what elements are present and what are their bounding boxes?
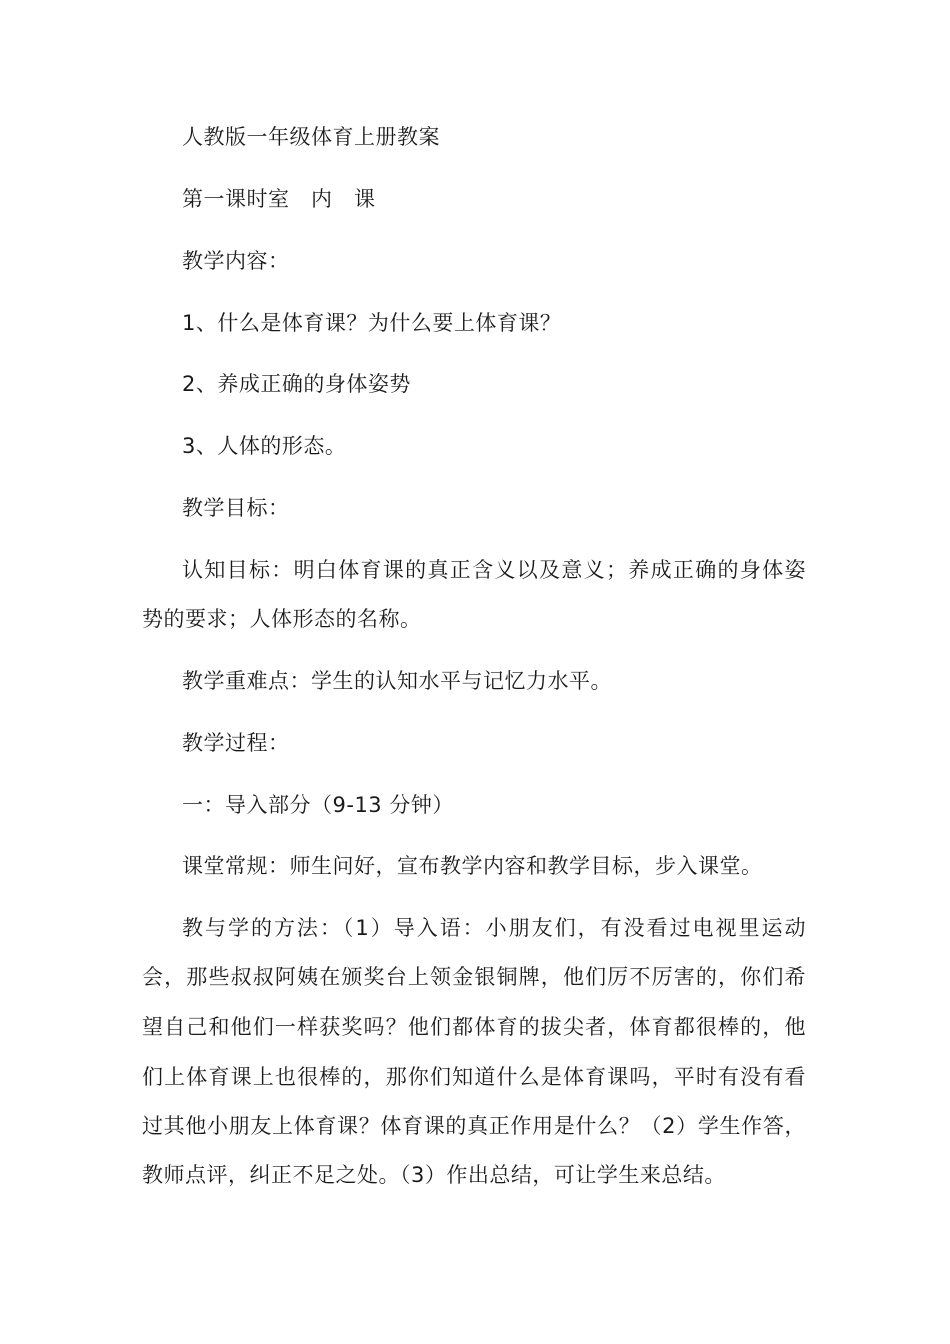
lesson-label: 第一课时室 内 课 bbox=[182, 187, 376, 211]
content-item: 2、养成正确的身体姿势 bbox=[182, 372, 411, 396]
methods-line: 教与学的方法：（1）导入语：小朋友们，有没看过电视里运动 bbox=[182, 916, 806, 940]
methods-line: 过其他小朋友上体育课？体育课的真正作用是什么？（2）学生作答， bbox=[142, 1114, 806, 1138]
content-heading: 教学内容： bbox=[182, 249, 290, 273]
part-one-heading: 一：导入部分（9-13 分钟） bbox=[182, 793, 454, 817]
goals-heading: 教学目标： bbox=[182, 496, 290, 520]
process-heading: 教学过程： bbox=[182, 731, 290, 755]
content-item: 1、什么是体育课？为什么要上体育课？ bbox=[182, 311, 562, 335]
methods-line: 会，那些叔叔阿姨在颁奖台上领金银铜牌，他们厉不厉害的，你们希 bbox=[142, 965, 806, 989]
methods-line: 望自己和他们一样获奖吗？他们都体育的拔尖者，体育都很棒的，他 bbox=[142, 1015, 806, 1039]
document-title: 人教版一年级体育上册教案 bbox=[182, 125, 440, 149]
methods-line: 们上体育课上也很棒的，那你们知道什么是体育课吗，平时有没有看 bbox=[142, 1065, 806, 1089]
routine-paragraph: 课堂常规：师生问好，宣布教学内容和教学目标，步入课堂。 bbox=[182, 854, 763, 878]
content-item: 3、人体的形态。 bbox=[182, 434, 347, 458]
key-points: 教学重难点：学生的认知水平与记忆力水平。 bbox=[182, 669, 612, 693]
cognitive-goal-line: 势的要求；人体形态的名称。 bbox=[142, 607, 422, 631]
methods-line: 教师点评，纠正不足之处。（3）作出总结，可让学生来总结。 bbox=[142, 1163, 726, 1187]
cognitive-goal-line: 认知目标：明白体育课的真正含义以及意义；养成正确的身体姿 bbox=[182, 558, 806, 582]
